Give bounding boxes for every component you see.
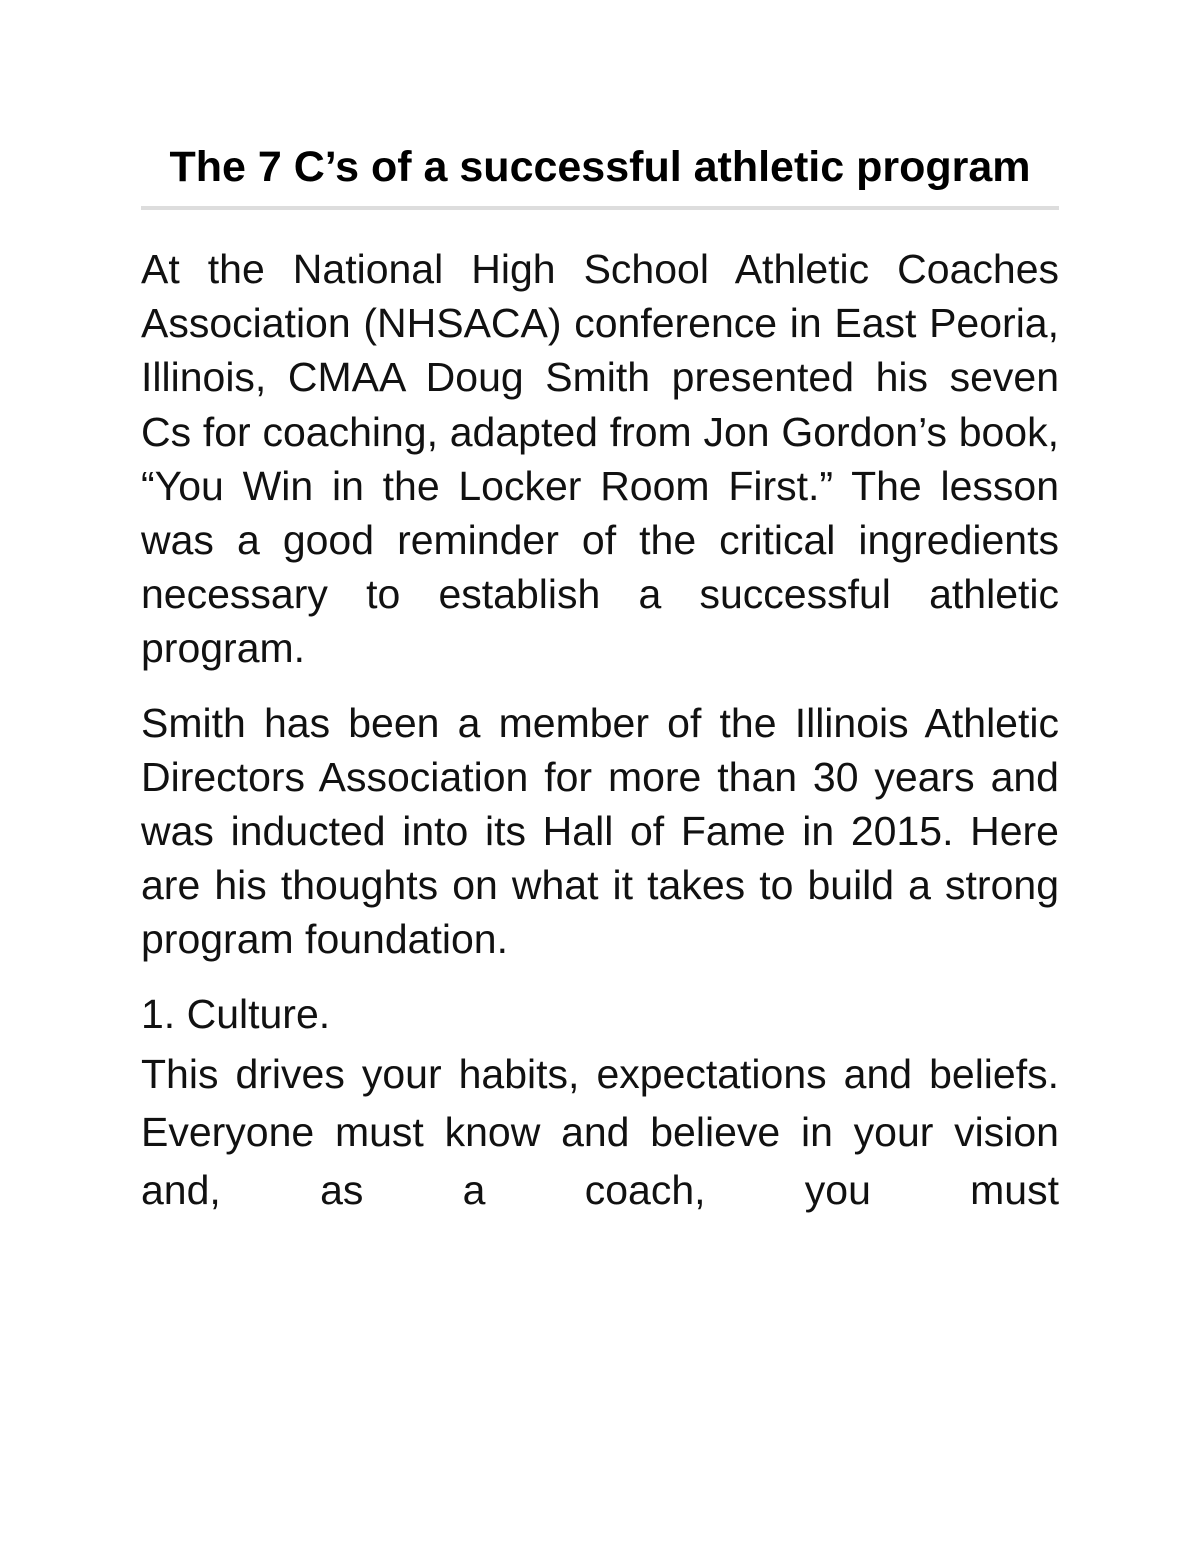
culture-paragraph: This drives your habits, expectations and beliefs. Everyone must know and believe in your vision and, as a coach, you must: [141, 1050, 1059, 1213]
background-paragraph: Smith has been a member of the Illinois Athletic Directors Association for more than 30 years and was inducted into its Hall of Fame in 2015. Here are his thoughts on what it takes to build a strong program foundation.: [141, 699, 1059, 963]
intro-paragraph: At the National High School Athletic Coaches Association (NHSACA) conference in East Peoria, Illinois, CMAA Doug Smith presented his seven Cs for coaching, adapted from Jon Gordon’s book, “You Win in the Locker Room First.” The lesson was a good reminder of the critical ingredients necessary to establish a successful athletic program.: [141, 246, 1059, 672]
document-page: [141, 140, 1059, 1219]
title-divider: [141, 206, 1059, 210]
section-heading-culture: 1. Culture.: [141, 990, 331, 1037]
document-title: The 7 C’s of a successful athletic program: [169, 143, 1031, 191]
